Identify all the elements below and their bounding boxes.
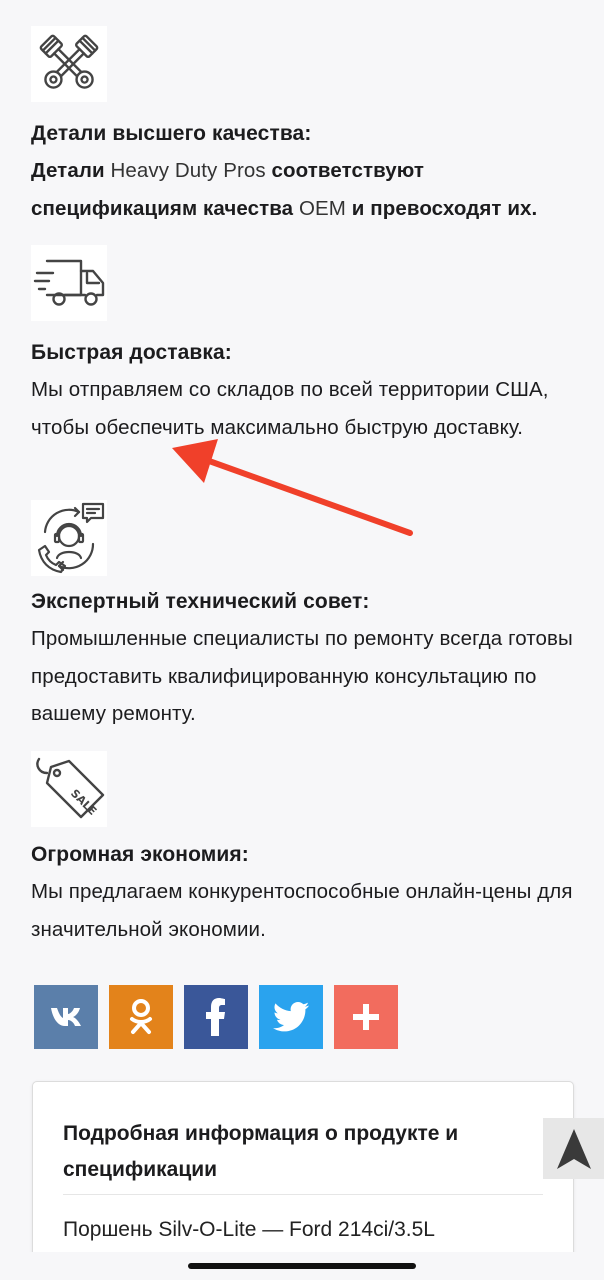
support-agent-icon [31, 500, 107, 576]
social-share-bar [34, 985, 398, 1049]
scroll-to-top-button[interactable] [543, 1118, 604, 1179]
twitter-icon [273, 1002, 309, 1032]
facebook-icon [206, 998, 226, 1036]
divider [63, 1194, 543, 1195]
vk-icon [49, 1006, 83, 1028]
sale-tag-text: SALE [68, 786, 100, 818]
share-odnoklassniki-button[interactable] [109, 985, 173, 1049]
product-details-card [32, 1081, 574, 1280]
feature-text: Мы отправляем со складов по всей территории США, чтобы обеспечить максимально быструю доставку. [31, 378, 549, 439]
sale-tag-icon [31, 751, 107, 827]
share-more-button[interactable] [334, 985, 398, 1049]
delivery-truck-icon [31, 245, 107, 321]
feature-quality [31, 26, 576, 227]
share-facebook-button[interactable] [184, 985, 248, 1049]
share-twitter-button[interactable] [259, 985, 323, 1049]
annotation-arrow [160, 435, 420, 545]
feature-text: Детали Heavy Duty Pros соответствуют спецификациям качества OEM и превосходят их. [31, 159, 538, 220]
share-vk-button[interactable] [34, 985, 98, 1049]
arrow-up-icon [557, 1129, 591, 1169]
feature-title: Экспертный технический совет: [31, 590, 370, 613]
feature-savings [31, 751, 576, 948]
product-details-title: Подробная информация о продукте и спецификации [63, 1122, 459, 1181]
feature-title: Детали высшего качества: [31, 122, 312, 145]
odnoklassniki-icon [128, 998, 154, 1036]
home-indicator[interactable] [188, 1263, 416, 1269]
feature-title: Огромная экономия: [31, 843, 249, 866]
feature-title: Быстрая доставка: [31, 341, 232, 364]
feature-text: Мы предлагаем конкурентоспособные онлайн-цены для значительной экономии. [31, 880, 573, 941]
feature-text: Промышленные специалисты по ремонту всегда готовы предоставить квалифицированную консультацию по вашему ремонту. [31, 627, 573, 725]
product-name: Поршень Silv-O-Lite — Ford 214ci/3.5L [63, 1218, 435, 1241]
pistons-icon [31, 26, 107, 102]
plus-icon [353, 1004, 379, 1030]
feature-delivery [31, 245, 576, 446]
